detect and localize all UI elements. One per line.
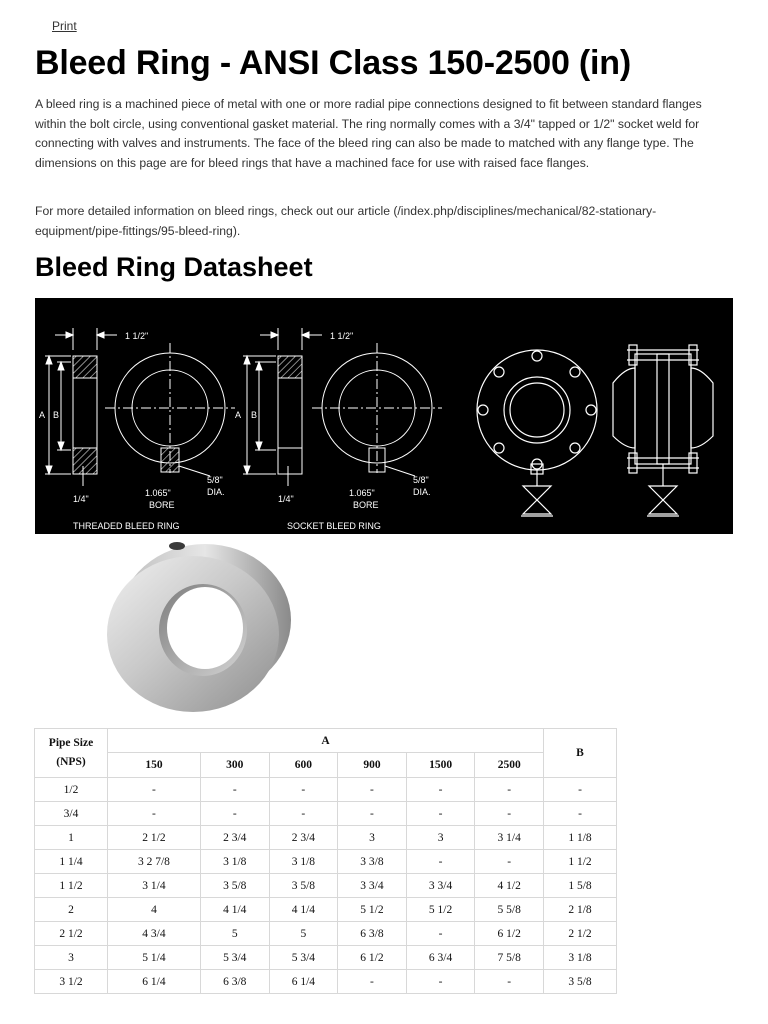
dimension-b-cell: - — [544, 778, 617, 802]
intro-paragraph: A bleed ring is a machined piece of metal with one or more radial pipe connections designed to fit between standard flanges within the bolt circle, using conventional gasket material. The ring normally comes with a 3/4" tapped or 1/2" socket weld for connecting with valves and instruments. The face of the bleed ring can also be made to matched with any flange type. The dimensions on this page are for bleed rings that have a machined face for use with raised face flanges. — [35, 97, 702, 170]
dimension-a-cell: 3 2 7/8 — [108, 850, 201, 874]
dimension-a-cell: 4 1/4 — [269, 898, 338, 922]
pipe-size-cell: 3/4 — [35, 802, 108, 826]
dimension-a-cell: 6 3/8 — [338, 922, 407, 946]
dimension-b-cell: 3 5/8 — [544, 970, 617, 994]
dimension-a-cell: - — [406, 922, 475, 946]
dimension-a-cell: - — [338, 802, 407, 826]
dimension-a-cell: 3 5/8 — [269, 874, 338, 898]
dimension-a-cell: 6 1/2 — [475, 922, 544, 946]
dimension-a-cell: 5 3/4 — [200, 946, 269, 970]
bleed-ring-technical-drawing — [35, 298, 733, 534]
table-row — [35, 778, 617, 802]
table-row — [35, 826, 617, 850]
dimension-a-cell: 3 3/4 — [338, 874, 407, 898]
table-row — [35, 850, 617, 874]
dimension-a-cell: 3 3/4 — [406, 874, 475, 898]
dimension-a-cell: - — [338, 778, 407, 802]
threaded-ring-front-view — [105, 343, 235, 476]
dimension-a-cell: 3 1/8 — [269, 850, 338, 874]
socket-width-label: 1 1/2" — [330, 331, 354, 341]
socket-dia-word: DIA. — [413, 487, 431, 497]
pipe-size-cell: 2 — [35, 898, 108, 922]
threaded-bore-value: 1.065" — [145, 488, 171, 498]
socket-ring-front-view — [312, 343, 442, 476]
socket-caption: SOCKET BLEED RING — [287, 521, 381, 531]
dimension-a-cell: 6 3/8 — [200, 970, 269, 994]
threaded-dim-b: B — [53, 410, 60, 420]
threaded-dia-word: DIA. — [207, 487, 225, 497]
dimension-a-cell: 6 3/4 — [406, 946, 475, 970]
dimension-a-cell: - — [108, 778, 201, 802]
socket-bore-word: BORE — [353, 500, 379, 510]
pipe-size-cell: 3 — [35, 946, 108, 970]
pipe-size-header — [35, 729, 108, 778]
dimension-b-cell: 2 1/8 — [544, 898, 617, 922]
pressure-class-row — [35, 753, 617, 778]
dimension-a-cell: - — [475, 778, 544, 802]
dimension-a-cell: 4 — [108, 898, 201, 922]
dimension-a-cell: 6 1/2 — [338, 946, 407, 970]
dimension-a-cell: 5 5/8 — [475, 898, 544, 922]
pipe-size-cell: 1 1/4 — [35, 850, 108, 874]
bleed-ring-datasheet-table — [34, 728, 617, 994]
table-row — [35, 802, 617, 826]
threaded-bore-word: BORE — [149, 500, 175, 510]
table-row — [35, 898, 617, 922]
dimension-b-header: B — [544, 729, 617, 778]
dimension-a-cell: - — [338, 970, 407, 994]
dimension-a-cell: - — [200, 778, 269, 802]
dimension-b-cell: 1 1/2 — [544, 850, 617, 874]
pipe-size-cell: 2 1/2 — [35, 922, 108, 946]
dimension-a-cell: - — [406, 802, 475, 826]
dimension-a-cell: 6 1/4 — [269, 970, 338, 994]
dimension-b-cell: 3 1/8 — [544, 946, 617, 970]
print-link[interactable]: Print — [52, 19, 77, 33]
dimension-a-cell: 5 3/4 — [269, 946, 338, 970]
pressure-class-header: 600 — [269, 753, 338, 778]
pipe-size-unit: (NPS) — [56, 756, 86, 768]
pipe-size-cell: 1/2 — [35, 778, 108, 802]
threaded-width-label: 1 1/2" — [125, 331, 149, 341]
pipe-size-cell: 1 1/2 — [35, 874, 108, 898]
dimension-a-cell: 6 1/4 — [108, 970, 201, 994]
pipe-size-cell: 3 1/2 — [35, 970, 108, 994]
dimension-a-cell: 5 1/2 — [338, 898, 407, 922]
table-row — [35, 970, 617, 994]
flange-assembly-side-view — [613, 345, 713, 516]
pressure-class-header: 900 — [338, 753, 407, 778]
dimension-b-cell: 1 5/8 — [544, 874, 617, 898]
dimension-a-cell: - — [200, 802, 269, 826]
dimension-a-cell: - — [108, 802, 201, 826]
dimension-a-cell: - — [475, 802, 544, 826]
dimension-a-cell: - — [269, 802, 338, 826]
dimension-a-cell: 5 — [200, 922, 269, 946]
dimension-a-cell: 2 3/4 — [269, 826, 338, 850]
dimension-a-cell: 3 1/4 — [108, 874, 201, 898]
dimension-b-cell: - — [544, 802, 617, 826]
dimension-a-cell: 3 3/8 — [338, 850, 407, 874]
dimension-a-header: A — [108, 729, 544, 753]
dimension-a-cell: - — [406, 778, 475, 802]
dimension-a-cell: 7 5/8 — [475, 946, 544, 970]
table-row — [35, 946, 617, 970]
socket-quarter-label: 1/4" — [278, 494, 294, 504]
dimension-a-cell: - — [475, 970, 544, 994]
dimension-a-cell: 5 — [269, 922, 338, 946]
dimension-a-cell: 3 1/4 — [475, 826, 544, 850]
threaded-dia-value: 5/8" — [207, 475, 223, 485]
socket-dim-a: A — [235, 410, 242, 420]
more-info-paragraph: For more detailed information on bleed rings, check out our article (/index.php/disciplines/mechanical/82-stationary-equipment/pipe-fittings/95-bleed-ring). — [35, 204, 657, 238]
dimension-a-cell: - — [269, 778, 338, 802]
socket-ring-side-view — [243, 328, 322, 486]
threaded-dim-a: A — [39, 410, 46, 420]
socket-bore-value: 1.065" — [349, 488, 375, 498]
pipe-size-cell: 1 — [35, 826, 108, 850]
dimension-a-cell: 3 — [338, 826, 407, 850]
dimension-a-cell: - — [475, 850, 544, 874]
page-title: Bleed Ring - ANSI Class 150-2500 (in) — [35, 44, 631, 82]
dimension-a-cell: - — [406, 970, 475, 994]
socket-dia-value: 5/8" — [413, 475, 429, 485]
datasheet-table-body — [35, 778, 617, 994]
pipe-size-label: Pipe Size — [48, 737, 94, 749]
dimension-a-cell: 3 5/8 — [200, 874, 269, 898]
table-row — [35, 874, 617, 898]
dimension-a-cell: 3 — [406, 826, 475, 850]
threaded-quarter-label: 1/4" — [73, 494, 89, 504]
dimension-a-cell: 4 1/2 — [475, 874, 544, 898]
dimension-a-cell: 5 1/2 — [406, 898, 475, 922]
dimension-a-cell: 2 3/4 — [200, 826, 269, 850]
pressure-class-header: 1500 — [406, 753, 475, 778]
table-row — [35, 922, 617, 946]
dimension-a-cell: 2 1/2 — [108, 826, 201, 850]
pressure-class-header: 300 — [200, 753, 269, 778]
bleed-ring-photo — [93, 536, 293, 718]
pressure-class-header: 150 — [108, 753, 201, 778]
dimension-a-cell: - — [406, 850, 475, 874]
pressure-class-header: 2500 — [475, 753, 544, 778]
dimension-a-cell: 4 1/4 — [200, 898, 269, 922]
dimension-a-cell: 4 3/4 — [108, 922, 201, 946]
socket-dim-b: B — [251, 410, 258, 420]
threaded-caption: THREADED BLEED RING — [73, 521, 180, 531]
threaded-ring-side-view — [45, 328, 117, 486]
dimension-a-cell: 3 1/8 — [200, 850, 269, 874]
dimension-b-cell: 2 1/2 — [544, 922, 617, 946]
flange-front-view — [477, 350, 597, 516]
datasheet-heading: Bleed Ring Datasheet — [35, 252, 313, 282]
dimension-a-cell: 5 1/4 — [108, 946, 201, 970]
dimension-b-cell: 1 1/8 — [544, 826, 617, 850]
